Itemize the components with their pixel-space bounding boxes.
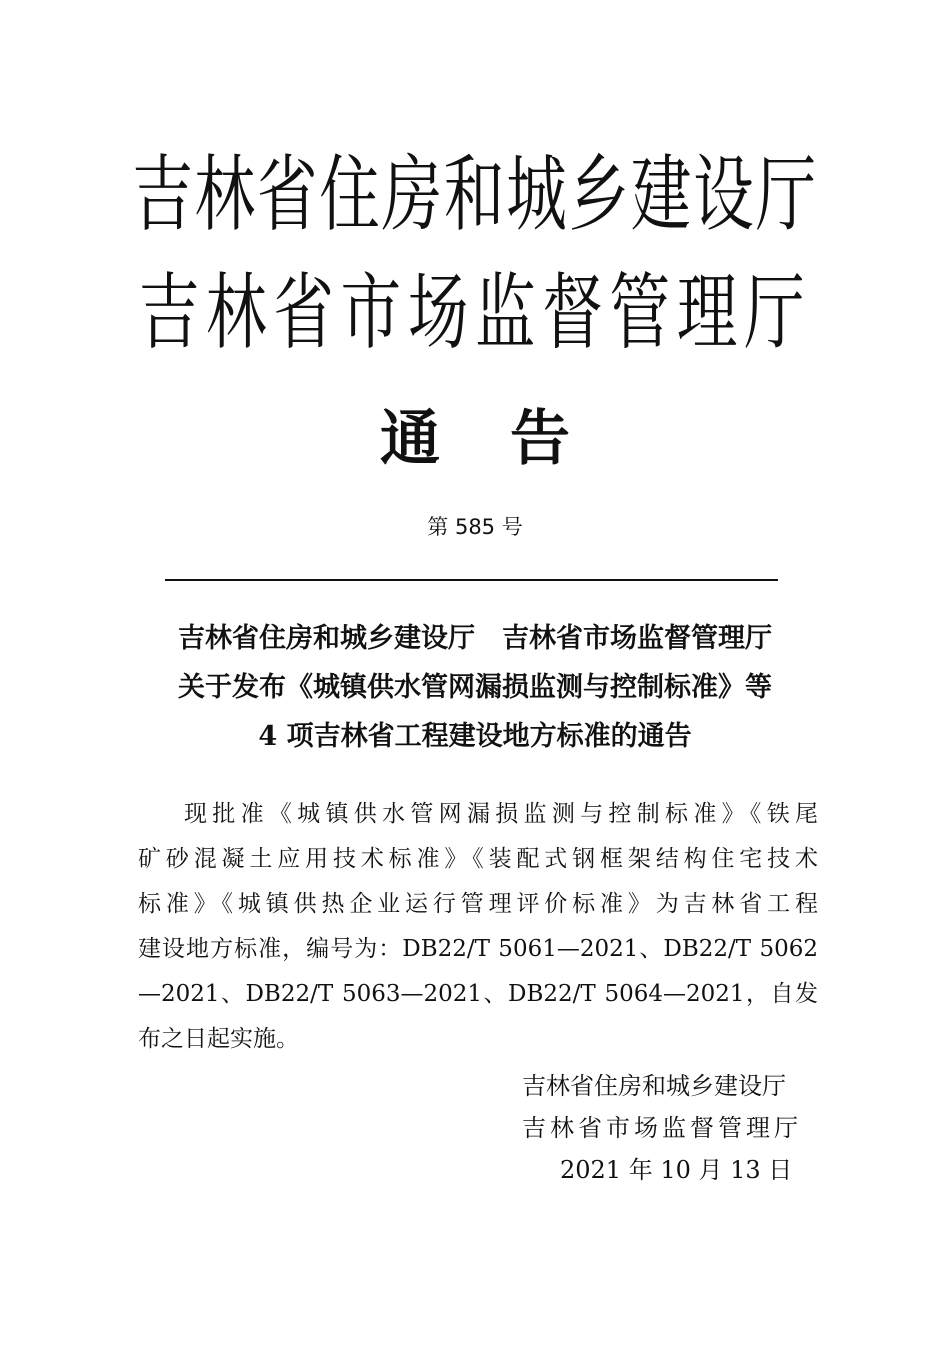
body-line: 布之日起实施。 [138, 1026, 299, 1052]
body-line: 建设地方标准，编号为：DB22/T 5061—2021、DB22/T 5062 [138, 936, 818, 962]
title-line-2: 关于发布《城镇供水管网漏损监测与控制标准》等 [178, 672, 772, 703]
header-issuer-1: 吉林省住房和城乡建设厅 [132, 146, 818, 244]
body-line: —2021、DB22/T 5063—2021、DB22/T 5064—2021，自发 [138, 981, 818, 1007]
title-line-1: 吉林省住房和城乡建设厅 吉林省市场监督管理厅 [178, 623, 772, 654]
body-line: 现批准《城镇供水管网漏损监测与控制标准》《铁尾 [184, 801, 818, 827]
header-divider [165, 579, 778, 581]
header-issuer-2: 吉林省市场监督管理厅 [138, 264, 812, 362]
body-line: 矿砂混凝土应用技术标准》《装配式钢框架结构住宅技术 [138, 846, 818, 872]
signature-issuer-1: 吉林省住房和城乡建设厅 [522, 1072, 786, 1100]
document-number: 第 585 号 [427, 515, 523, 539]
notice-body [138, 792, 818, 1062]
document-type-heading: 通告 [380, 404, 640, 474]
body-line: 标准》《城镇供热企业运行管理评价标准》为吉林省工程 [138, 891, 818, 917]
title-line-3: 4 项吉林省工程建设地方标准的通告 [258, 721, 692, 752]
signature-date: 2021 年 10 月 13 日 [560, 1156, 793, 1184]
signature-issuer-2: 吉林省市场监督管理厅 [522, 1114, 802, 1142]
